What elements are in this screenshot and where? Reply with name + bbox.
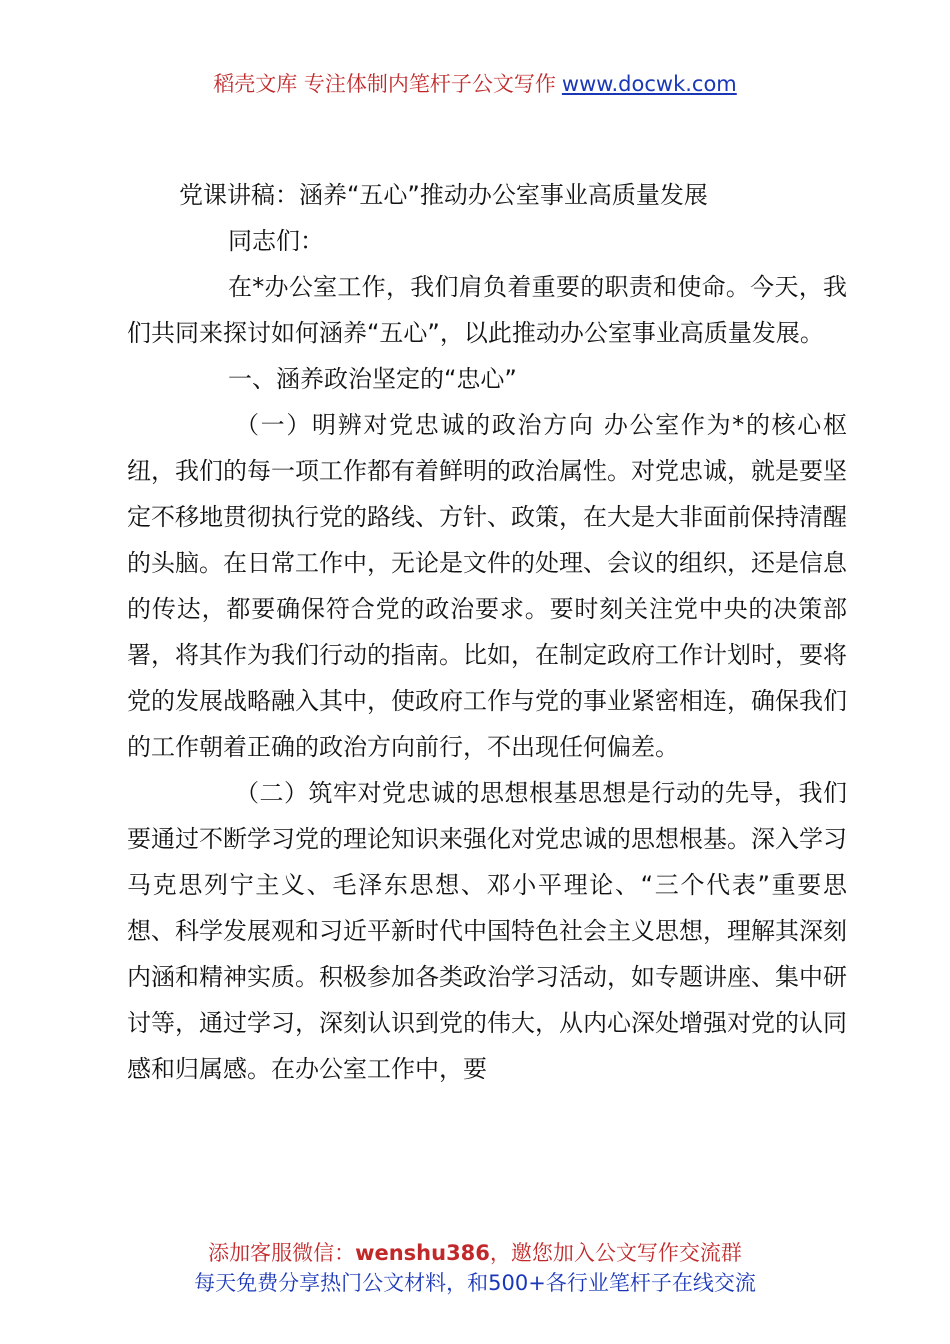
document-body xyxy=(127,172,847,1092)
section-heading-1: 一、涵养政治坚定的“忠心” xyxy=(228,365,517,393)
footer-wechat-line xyxy=(0,1238,950,1268)
greeting: 同志们： xyxy=(228,227,324,255)
footer-wechat-prefix: 添加客服微信： xyxy=(208,1241,356,1265)
header-brand: 稻壳文库 专注体制内笔杆子公文写作 xyxy=(213,72,556,96)
intro-paragraph: 在*办公室工作，我们肩负着重要的职责和使命。今天，我们共同来探讨如何涵养“五心”，以此推动办公室事业高质量发展。 xyxy=(127,273,847,347)
page-header xyxy=(0,68,950,100)
footer-wechat-id: wenshu386 xyxy=(355,1241,490,1265)
subsection-paragraph-1: （一）明辨对党忠诚的政治方向 办公室作为*的核心枢纽，我们的每一项工作都有着鲜明的政治属性。对党忠诚，就是要坚定不移地贯彻执行党的路线、方针、政策，在大是大非面前保持清醒的头脑。在日常工作中，无论是文件的处理、会议的组织，还是信息的传达，都要确保符合党的政治要求。要时刻关注党中央的决策部署，将其作为我们行动的指南。比如，在制定政府工作计划时，要将党的发展战略融入其中，使政府工作与党的事业紧密相连，确保我们的工作朝着正确的政治方向前行，不出现任何偏差。 xyxy=(127,411,847,761)
document-title: 党课讲稿：涵养“五心”推动办公室事业高质量发展 xyxy=(179,181,708,209)
footer-share-line: 每天免费分享热门公文材料，和500+各行业笔杆子在线交流 xyxy=(194,1271,756,1295)
subsection-paragraph-2: （二）筑牢对党忠诚的思想根基思想是行动的先导，我们要通过不断学习党的理论知识来强化对党忠诚的思想根基。深入学习马克思列宁主义、毛泽东思想、邓小平理论、“三个代表”重要思想、科学发展观和习近平新时代中国特色社会主义思想，理解其深刻内涵和精神实质。积极参加各类政治学习活动，如专题讲座、集中研讨等，通过学习，深刻认识到党的伟大，从内心深处增强对党的认同感和归属感。在办公室工作中，要 xyxy=(127,779,847,1083)
header-url-link[interactable]: www.docwk.com xyxy=(561,72,737,96)
page-footer xyxy=(0,1238,950,1298)
footer-wechat-suffix: ，邀您加入公文写作交流群 xyxy=(489,1241,742,1265)
